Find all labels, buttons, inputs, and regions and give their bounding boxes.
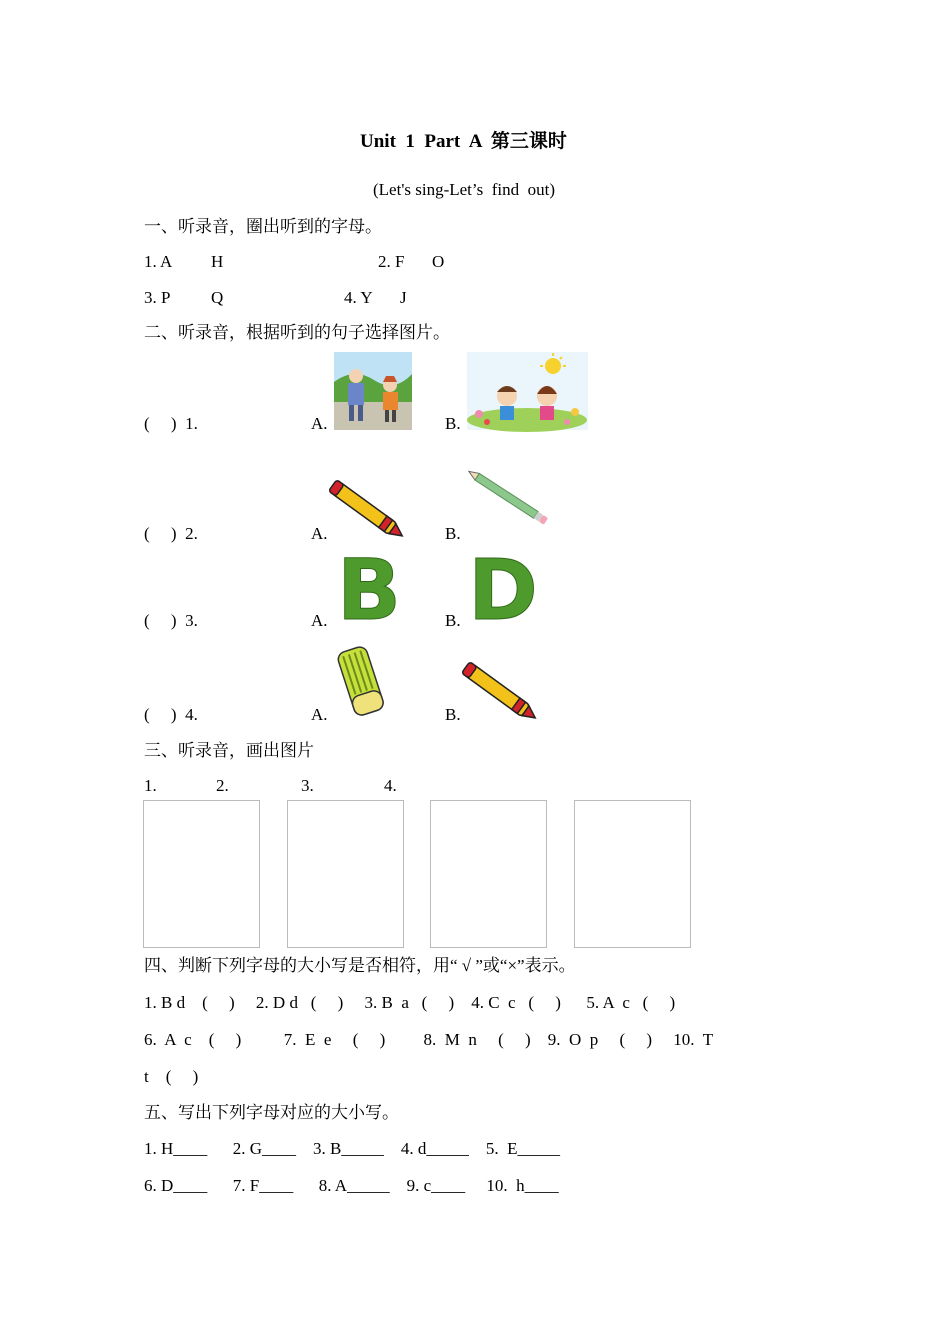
s1-item2-option: O (432, 252, 445, 271)
s1-item1-num: 1. A (144, 252, 173, 271)
s3-num-4: 4. (384, 776, 397, 795)
s3-num-2: 2. (216, 776, 229, 795)
s2-row2-label-a: A. (311, 524, 328, 543)
leafy-letter-b: B (336, 541, 402, 639)
eraser-image (334, 642, 388, 722)
s1-item3-option: Q (211, 288, 224, 307)
s5-line1: 1. H____ 2. G____ 3. B_____ 4. d_____ 5. E_____ (144, 1139, 561, 1158)
s1-item3-num: 3. P (144, 288, 171, 307)
leafy-letter-b-image (334, 541, 404, 639)
drawing-box-2[interactable] (287, 800, 404, 948)
drawing-box-3[interactable] (430, 800, 547, 948)
s2-row4-label-b: B. (445, 705, 461, 724)
leafy-letter-d-image (468, 541, 538, 639)
s2-row2-blank: ( ) 2. (144, 524, 198, 543)
s2-row3-blank: ( ) 3. (144, 611, 198, 630)
s3-num-3: 3. (301, 776, 314, 795)
s2-row1-blank: ( ) 1. (144, 414, 198, 433)
drawing-box-4[interactable] (574, 800, 691, 948)
s2-row3-label-b: B. (445, 611, 461, 630)
people-walking-image (334, 352, 412, 430)
s2-row1-label-a: A. (311, 414, 328, 433)
s2-row4-blank: ( ) 4. (144, 705, 198, 724)
s1-item4-num: 4. Y (344, 288, 373, 307)
leafy-letter-d: D (468, 541, 538, 639)
pencil-image (467, 464, 549, 522)
s2-row2-label-b: B. (445, 524, 461, 543)
s2-row4-label-a: A. (311, 705, 328, 724)
crayon-image (334, 474, 414, 536)
drawing-box-1[interactable] (143, 800, 260, 948)
section4-heading: 四、判断下列字母的大小写是否相符，用“ √ ”或“×”表示。 (144, 956, 576, 975)
s4-line3: t ( ) (144, 1067, 199, 1086)
page-title: Unit 1 Part A 第三课时 (360, 131, 567, 152)
children-in-garden-image (467, 352, 588, 430)
s1-item1-option: H (211, 252, 224, 271)
s1-item4-option: J (400, 288, 407, 307)
s4-line1: 1. B d ( ) 2. D d ( ) 3. B a ( ) 4. C c ( ) 5. A c ( ) (144, 993, 676, 1012)
s3-num-1: 1. (144, 776, 157, 795)
section3-heading: 三、听录音，画出图片 (144, 741, 314, 760)
crayon-image-2 (467, 656, 547, 718)
s2-row1-label-b: B. (445, 414, 461, 433)
section1-heading: 一、听录音，圈出听到的字母。 (144, 217, 382, 236)
s2-row3-label-a: A. (311, 611, 328, 630)
page-subtitle: (Let's sing-Let’s find out) (373, 180, 556, 199)
s1-item2-num: 2. F (378, 252, 405, 271)
section5-heading: 五、写出下列字母对应的大小写。 (144, 1103, 399, 1122)
section2-heading: 二、听录音，根据听到的句子选择图片。 (144, 323, 450, 342)
s4-line2: 6. A c ( ) 7. E e ( ) 8. M n ( ) 9. O p ( ) 10. T (144, 1030, 714, 1049)
s5-line2: 6. D____ 7. F____ 8. A_____ 9. c____ 10. h____ (144, 1176, 559, 1195)
